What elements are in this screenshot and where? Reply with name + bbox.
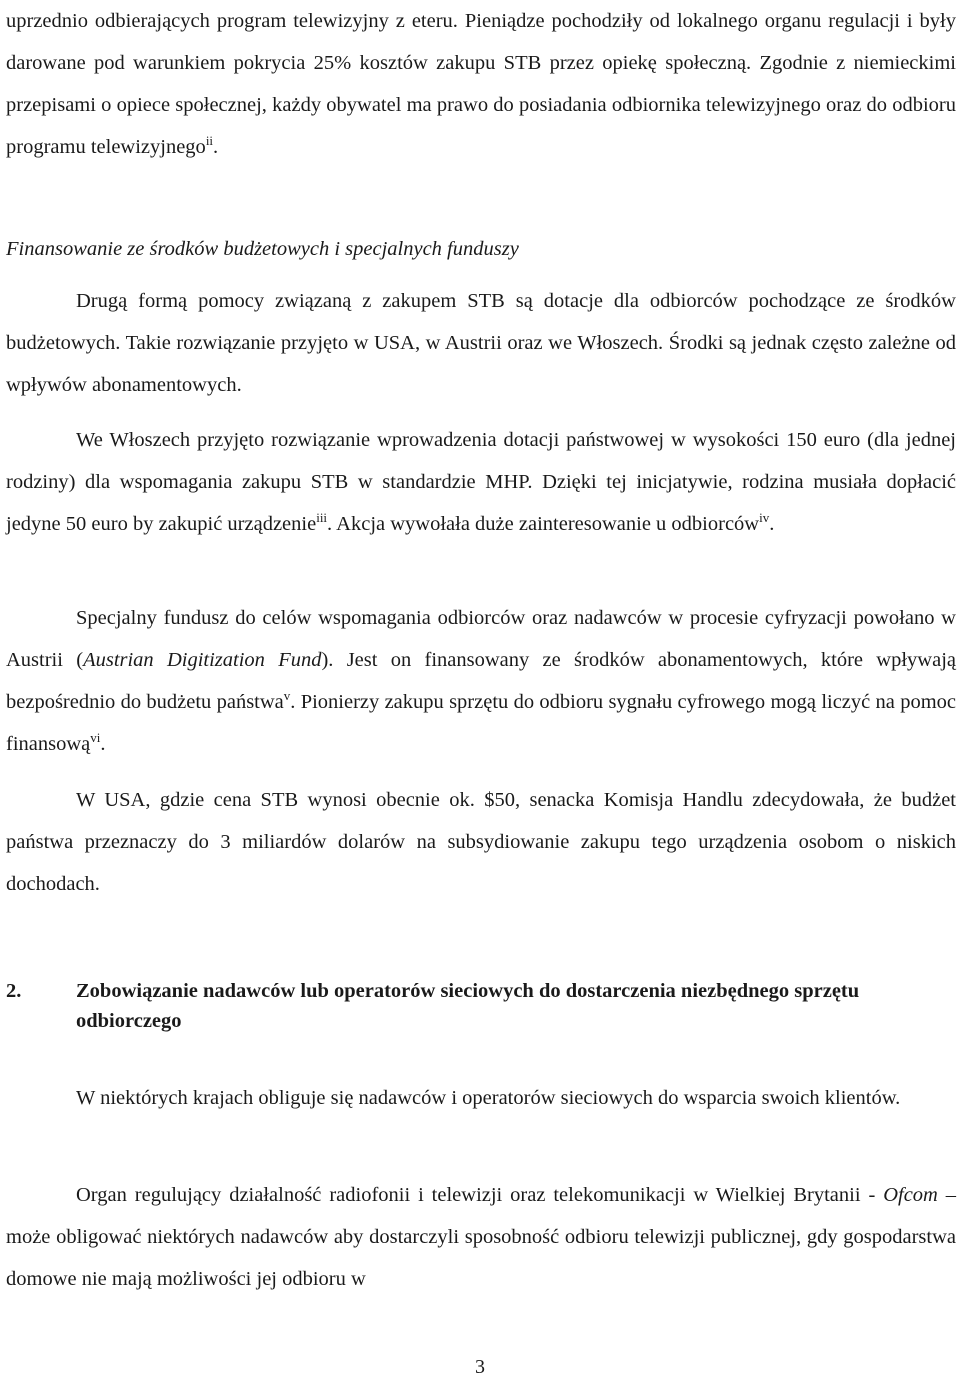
paragraph	[6, 597, 956, 765]
text: – może obligować niektórych nadawców aby dostarczyli sposobność odbioru telewizji publicznej, gdy gospodarstwa domowe nie mają możliwości jej odbioru w	[6, 1184, 957, 1290]
footnote-ref[interactable]: vi	[90, 730, 101, 746]
section-number: 2.	[6, 980, 22, 1002]
text: ). Jest on finansowany ze środków abonamentowych, które wpływają bezpośrednio do budżetu państwa	[6, 649, 956, 713]
footnote-ref[interactable]: v	[283, 688, 291, 704]
text: .	[213, 136, 219, 158]
footnote-ref[interactable]: iii	[316, 510, 328, 526]
page-number: 3	[475, 1356, 485, 1378]
paragraph	[6, 419, 956, 545]
text: Specjalny fundusz do celów wspomagania odbiorców oraz nadawców w procesie cyfryzacji powołano w Austrii (	[6, 607, 956, 671]
subheading: Finansowanie ze środków budżetowych i specjalnych funduszy	[6, 238, 519, 260]
text: . Akcja wywołała duże zainteresowanie u odbiorców	[327, 513, 760, 535]
text: . Pionierzy zakupu sprzętu do odbioru sygnału cyfrowego mogą liczyć na pomoc finansową	[6, 691, 956, 755]
paragraph: W niektórych krajach obliguje się nadawców i operatorów sieciowych do wsparcia swoich klientów.	[76, 1087, 901, 1109]
text: We Włoszech przyjęto rozwiązanie wprowadzenia dotacji państwowej w wysokości 150 euro (dla jednej rodziny) dla wspomagania zakupu STB w standardzie MHP. Dzięki tej inicjatywie, rodzina musiała dopłacić jedyne 50 euro by zakupić urządzenie	[6, 429, 956, 535]
text: .	[100, 733, 106, 755]
text: uprzednio odbierających program telewizyjny z eteru. Pieniądze pochodziły od lokalnego organu regulacji i były darowane pod warunkiem pokrycia 25% kosztów zakupu STB przez opiekę społeczną. Zgodnie z niemieckimi przepisami o opiece społecznej, każdy obywatel ma prawo do posiadania odbiornika telewizyjnego oraz do odbioru programu telewizyjnego	[6, 10, 956, 158]
paragraph	[6, 1174, 956, 1300]
footnote-ref[interactable]: ii	[205, 133, 214, 149]
paragraph: Drugą formą pomocy związaną z zakupem STB są dotacje dla odbiorców pochodzące ze środków budżetowych. Takie rozwiązanie przyjęto w USA, w Austrii oraz we Włoszech. Środki są jednak często zależne od wpływów abonamentowych.	[6, 290, 956, 396]
text: .	[769, 513, 775, 535]
paragraph-continuation	[6, 0, 956, 168]
footnote-ref[interactable]: iv	[759, 510, 770, 526]
text: Organ regulujący działalność radiofonii i telewizji oraz telekomunikacji w Wielkiej Brytanii -	[76, 1184, 884, 1206]
paragraph: W USA, gdzie cena STB wynosi obecnie ok. $50, senacka Komisja Handlu zdecydowała, że budżet państwa przeznaczy do 3 miliardów dolarów na subsydiowanie zakupu tego urządzenia osobom o niskich dochodach.	[6, 789, 956, 895]
fund-name: Austrian Digitization Fund	[83, 649, 322, 671]
organization-name: Ofcom	[883, 1184, 938, 1206]
section-title: Zobowiązanie nadawców lub operatorów sieciowych do dostarczenia niezbędnego sprzętu odbiorczego	[76, 980, 860, 1032]
